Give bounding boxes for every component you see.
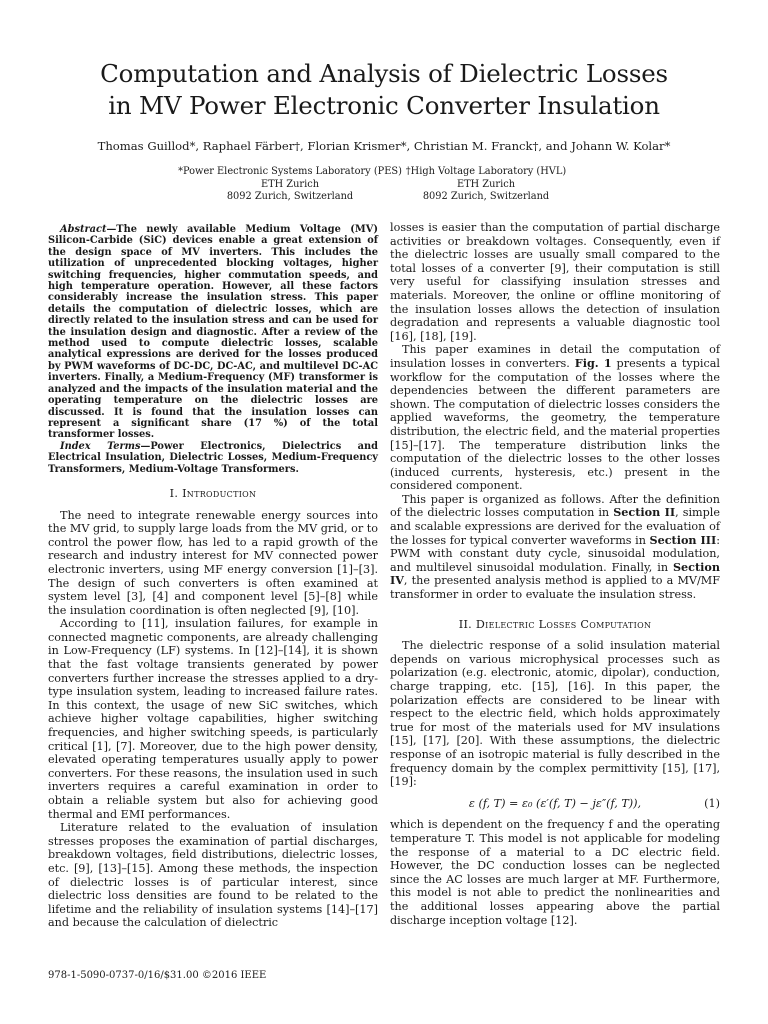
equation-1-number: (1)	[704, 796, 720, 810]
right-column	[390, 221, 720, 927]
abstract	[48, 224, 378, 441]
equation-1-body: ε (f, T) = ε₀ (ε′(f, T) − jε″(f, T)),	[468, 796, 642, 810]
abstract-text: —The newly available Medium Voltage (MV) Silicon-Carbide (SiC) devices enable a great extension of the design space of MV inverters. This includes the utilization of unprecedented blocking voltages, higher switching frequencies, higher commutation speeds, and high temperature operation. However, all these factors considerably increase the insulation stress. This paper details the computation of dielectric losses, which are directly related to the insulation stress and can be used for the insulation design and diagnostic. After a review of the method used to compute dielectric losses, scalable analytical expressions are derived for the losses produced by PWM waveforms of DC-DC, DC-AC, and multilevel DC-AC inverters. Finally, a Medium-Frequency (MF) transformer is analyzed and the impacts of the insulation material and the operating temperature on the dielectric losses are discussed. It is found that the insulation losses can represent a significant share (17 %) of the total transformer losses.	[48, 224, 378, 441]
copyright-footer: 978-1-5090-0737-0/16/$31.00 ©2016 IEEE	[48, 970, 267, 981]
intro-paragraph-3: Literature related to the evaluation of insulation stresses proposes the examination of partial discharges, breakdown voltages, field distributions, dielectric losses, etc. [9], [13]–[15]. Among these methods, the inspection of dielectric losses is of particular interest, since dielectric loss densities are found to be related to the lifetime and the reliability of insulation systems [14]–[17] and because the calculation of dielectric	[48, 821, 378, 930]
paper-title	[40, 58, 728, 122]
left-column	[48, 224, 378, 930]
intro-p6-text-b: , simple and scalable expressions are derived for the evaluation of the losses for typical converter waveforms in	[390, 506, 720, 547]
intro-p5-text-b: presents a typical workflow for the computation of the losses where the dependencies between the different parameters are shown. The computation of dielectric losses considers the applied waveforms, the geometry, the temperature distribution, the electric field, and the material properties [15]–[17]. The temperature distribution links the computation of the dielectric losses to the other losses (induced currents, hysteresis, etc.) present in the considered component.	[390, 356, 721, 493]
index-terms	[48, 441, 378, 475]
section-3-reference: Section III	[649, 532, 717, 547]
title-line-2: in MV Power Electronic Converter Insulation	[108, 91, 660, 120]
index-terms-text: —Power Electronics, Dielectrics and Electrical Insulation, Dielectric Losses, Medium-Frequency Transformers, Medium-Voltage Transformers.	[48, 440, 379, 475]
intro-p6-text-a: This paper is organized as follows. After the definition of the dielectric losses computation in	[390, 492, 720, 520]
intro-paragraph-1: The need to integrate renewable energy sources into the MV grid, to supply large loads from the MV grid, or to control the power flow, has led to a rapid growth of the research and industry interest for MV connected power electronic inverters, using MF energy conversion [1]–[3]. The design of such converters is often examined at system level [3], [4] and component level [5]–[8] while the insulation coordination is often neglected [9], [10].	[48, 508, 378, 617]
intro-p5-text-a: This paper examines in detail the computation of insulation losses in converters.	[390, 343, 720, 370]
section-2-paragraph-2: which is dependent on the frequency f and the operating temperature T. This model is not applicable for modeling the response of a material to a DC electric field. However, the DC conduction losses can be neglected since the AC losses are much larger at MF. Furthermore, this model is not able to predict the nonlinearities and the additional losses appearing above the partial discharge inception voltage [12].	[390, 818, 720, 927]
author-list: Thomas Guillod*, Raphael Färber†, Florian Krismer*, Christian M. Franck†, and Johann W. Kolar*	[97, 139, 671, 153]
affiliation-pes-line-2: ETH Zurich	[260, 178, 320, 190]
affiliation-hvl-line-3: 8092 Zurich, Switzerland	[422, 191, 550, 202]
intro-p6-text-c: : PWM with constant duty cycle, sinusoidal modulation, and multilevel sinusoidal modulation. Finally, in	[390, 533, 720, 574]
section-heading-introduction: I. Introduction	[169, 486, 257, 500]
section-2-paragraph-1: The dielectric response of a solid insulation material depends on various microphysical processes such as polarization (e.g. electronic, atomic, dipolar), conduction, charge trapping, etc. [15], [16]. In this paper, the polarization effects are considered to be linear with respect to the electric field, which holds approximately true for most of the materials used for MV insulations [15], [17], [20]. With these assumptions, the dielectric response of an isotropic material is fully described in the frequency domain by the complex permittivity [15], [17], [19]:	[390, 639, 720, 789]
intro-p6-text-d: , the presented analysis method is applied to a MV/MF transformer in order to evaluate the insulation stress.	[390, 574, 720, 602]
affiliation-hvl-line-1: †High Voltage Laboratory (HVL)	[405, 166, 567, 177]
section-4-reference: Section IV	[390, 559, 720, 588]
equation-1	[390, 797, 720, 811]
affiliation-hvl-line-2: ETH Zurich	[456, 178, 516, 190]
figure-1-reference: Fig. 1	[574, 355, 612, 370]
index-terms-label: Index Terms	[60, 440, 141, 452]
intro-paragraph-2: According to [11], insulation failures, for example in connected magnetic components, are already challenging in Low-Frequency (LF) systems. In [12]–[14], it is shown that the fast voltage transients generated by power converters further increase the stresses applied to a dry-type insulation system, leading to increased failure rates. In this context, the usage of new SiC switches, which achieve higher voltage capabilities, higher switching frequencies, and higher switching speeds, is particularly critical [1], [7]. Moreover, due to the high power density, elevated operating temperatures usually apply to power converters. For these reasons, the insulation used in such inverters requires a careful examination in order to obtain a reliable system but also for achieving good thermal and EMI performances.	[48, 617, 378, 821]
title-line-1: Computation and Analysis of Dielectric Losses	[100, 59, 668, 88]
affiliation-pes-line-3: 8092 Zurich, Switzerland	[226, 191, 354, 202]
abstract-label: Abstract	[60, 224, 107, 235]
section-heading-dielectric-losses: II. Dielectric Losses Computation	[458, 617, 652, 631]
affiliation-hvl	[346, 166, 626, 204]
intro-paragraph-6	[390, 493, 720, 602]
section-2-reference: Section II	[613, 505, 676, 520]
intro-paragraph-4: losses is easier than the computation of partial discharge activities or breakdown voltages. Consequently, even if the dielectric losses are usually small compared to the total losses of a converter [9], their computation is still very useful for classifying insulation stresses and materials. Moreover, the online or offline monitoring of the insulation losses allows the detection of insulation degradation and represents a valuable diagnostic tool [16], [18], [19].	[390, 221, 720, 343]
affiliation-pes-line-1: *Power Electronic Systems Laboratory (PES)	[178, 166, 402, 177]
intro-paragraph-5	[390, 343, 720, 493]
